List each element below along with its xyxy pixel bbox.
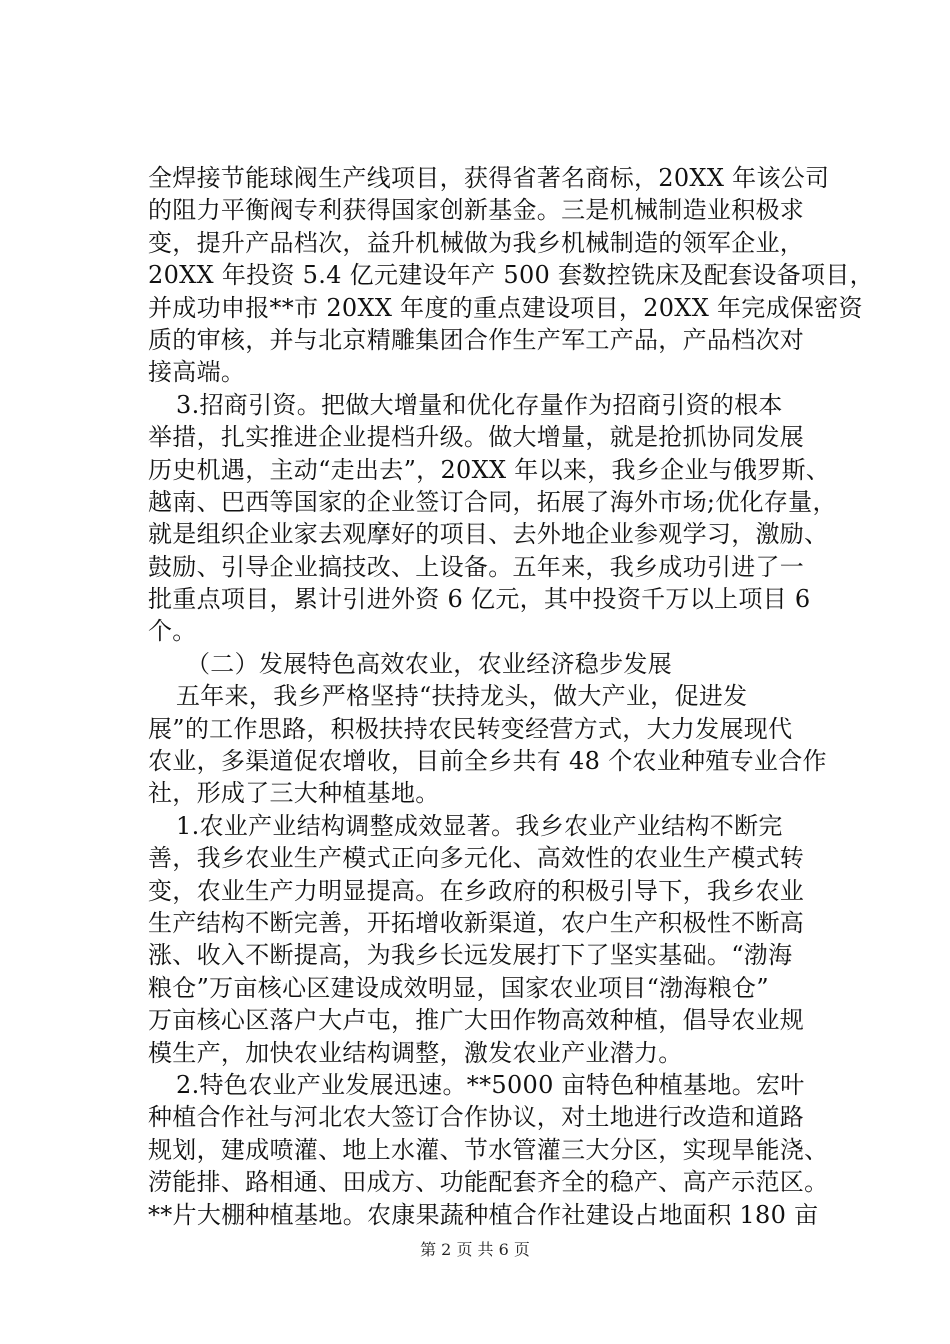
text-line: 鼓励、引导企业搞技改、上设备。五年来，我乡成功引进了一 (148, 552, 805, 581)
text-line: 展”的工作思路，积极扶持农民转变经营方式，大力发展现代 (148, 714, 793, 743)
text-line: 社，形成了三大种植基地。 (148, 779, 440, 808)
text-line: 就是组织企业家去观摩好的项目、去外地企业参观学习，激励、 (148, 520, 829, 549)
text-line: 生产结构不断完善，开拓增收新渠道，农户生产积极性不断高 (148, 908, 805, 937)
text-line: 涨、收入不断提高，为我乡长远发展打下了坚实基础。“渤海 (148, 941, 793, 970)
text-line: 粮仓”万亩核心区建设成效明显，国家农业项目“渤海粮仓” (148, 973, 769, 1002)
text-line: 个。 (148, 617, 197, 646)
text-line: 变，提升产品档次，益升机械做为我乡机械制造的领军企业， (148, 228, 805, 257)
paragraph-start-line: 五年来，我乡严格坚持“扶持龙头，做大产业，促进发 (176, 682, 748, 711)
text-line: **片大棚种植基地。农康果蔬种植合作社建设占地面积 180 亩 (148, 1200, 819, 1229)
text-line: 种植合作社与河北农大签订合作协议，对土地进行改造和道路 (148, 1103, 805, 1132)
page-number-footer: 第 2 页 共 6 页 (420, 1240, 530, 1259)
text-line: 接高端。 (148, 358, 246, 387)
text-line: 变，农业生产力明显提高。在乡政府的积极引导下，我乡农业 (148, 876, 805, 905)
text-line: 万亩核心区落户大卢屯，推广大田作物高效种植，倡导农业规 (148, 1006, 805, 1035)
paragraph-start-line: 3.招商引资。把做大增量和优化存量作为招商引资的根本 (176, 390, 783, 419)
text-line: 模生产，加快农业结构调整，激发农业产业潜力。 (148, 1038, 683, 1067)
text-line: 的阻力平衡阀专利获得国家创新基金。三是机械制造业积极求 (148, 196, 805, 225)
text-line: 善，我乡农业生产模式正向多元化、高效性的农业生产模式转 (148, 844, 805, 873)
document-body (148, 162, 874, 1231)
text-line: 批重点项目，累计引进外资 6 亿元，其中投资千万以上项目 6 (148, 585, 811, 614)
text-line: 规划，建成喷灌、地上水灌、节水管灌三大分区，实现旱能浇、 (148, 1135, 829, 1164)
paragraph-start-line: 1.农业产业结构调整成效显著。我乡农业产业结构不断完 (176, 811, 783, 840)
text-line: 全焊接节能球阀生产线项目，获得省著名商标，20XX 年该公司 (148, 164, 830, 192)
section-heading: （二）发展特色高效农业，农业经济稳步发展 (186, 649, 672, 678)
text-line: 农业，多渠道促农增收，目前全乡共有 48 个农业种殖专业合作 (148, 747, 827, 776)
text-line: 并成功申报**市 20XX 年度的重点建设项目，20XX 年完成保密资 (148, 293, 863, 322)
text-line: 20XX 年投资 5.4 亿元建设年产 500 套数控铣床及配套设备项目， (148, 261, 874, 290)
text-line: 举措，扎实推进企业提档升级。做大增量，就是抢抓协同发展 (148, 423, 805, 452)
text-line: 历史机遇，主动“走出去”，20XX 年以来，我乡企业与俄罗斯、 (148, 455, 831, 484)
text-line: 涝能排、路相通、田成方、功能配套齐全的稳产、高产示范区。 (148, 1168, 829, 1197)
paragraph-start-line: 2.特色农业产业发展迅速。**5000 亩特色种植基地。宏叶 (176, 1070, 805, 1099)
text-line: 质的审核，并与北京精雕集团合作生产军工产品，产品档次对 (148, 325, 805, 354)
text-line: 越南、巴西等国家的企业签订合同，拓展了海外市场;优化存量， (148, 487, 837, 516)
